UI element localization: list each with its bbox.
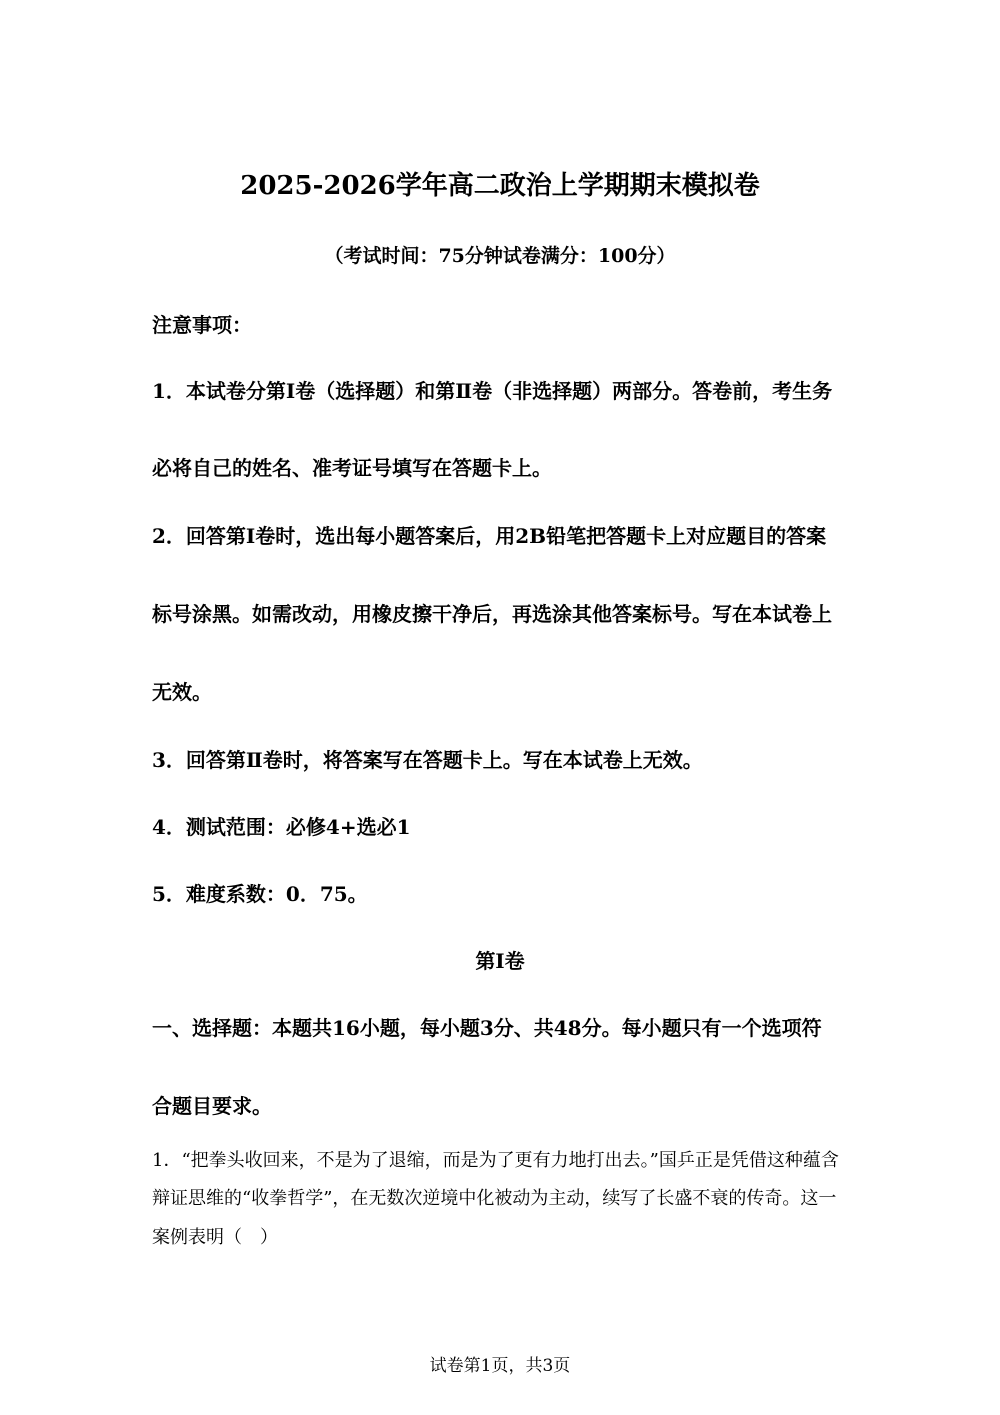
exam-title: 2025-2026学年高二政治上学期期末模拟卷 [240,171,760,201]
note-5: 5．难度系数：0．75。 [152,882,368,906]
note-1-line-2: 必将自己的姓名、准考证号填写在答题卡上。 [152,456,552,480]
section-instruction-line-1: 一、选择题：本题共16小题，每小题3分、共48分。每小题只有一个选项符 [152,1016,822,1040]
page-footer: 试卷第1页，共3页 [429,1356,571,1376]
note-1-line-1: 1．本试卷分第Ⅰ卷（选择题）和第Ⅱ卷（非选择题）两部分。答卷前，考生务 [152,379,833,403]
note-4: 4．测试范围：必修4+选必1 [152,815,411,839]
section-instruction-line-2: 合题目要求。 [152,1094,272,1118]
note-2-line-2: 标号涂黑。如需改动，用橡皮擦干净后，再选涂其他答案标号。写在本试卷上 [152,602,832,626]
note-3: 3．回答第Ⅱ卷时，将答案写在答题卡上。写在本试卷上无效。 [152,748,703,772]
note-2-line-1: 2．回答第Ⅰ卷时，选出每小题答案后，用2B铅笔把答题卡上对应题目的答案 [152,524,827,548]
note-2-line-3: 无效。 [152,680,212,704]
question-1-line-1: 1．“把拳头收回来，不是为了退缩，而是为了更有力地打出去。”国乒正是凭借这种蕴含 [152,1150,839,1171]
exam-subtitle: （考试时间：75分钟试卷满分：100分） [324,245,676,267]
question-1-line-2: 辩证思维的“收拳哲学”，在无数次逆境中化被动为主动，续写了长盛不衰的传奇。这一 [152,1188,837,1209]
notice-heading: 注意事项： [152,313,252,337]
question-1-line-3: 案例表明（ ） [152,1227,278,1248]
section-title: 第Ⅰ卷 [475,949,525,973]
